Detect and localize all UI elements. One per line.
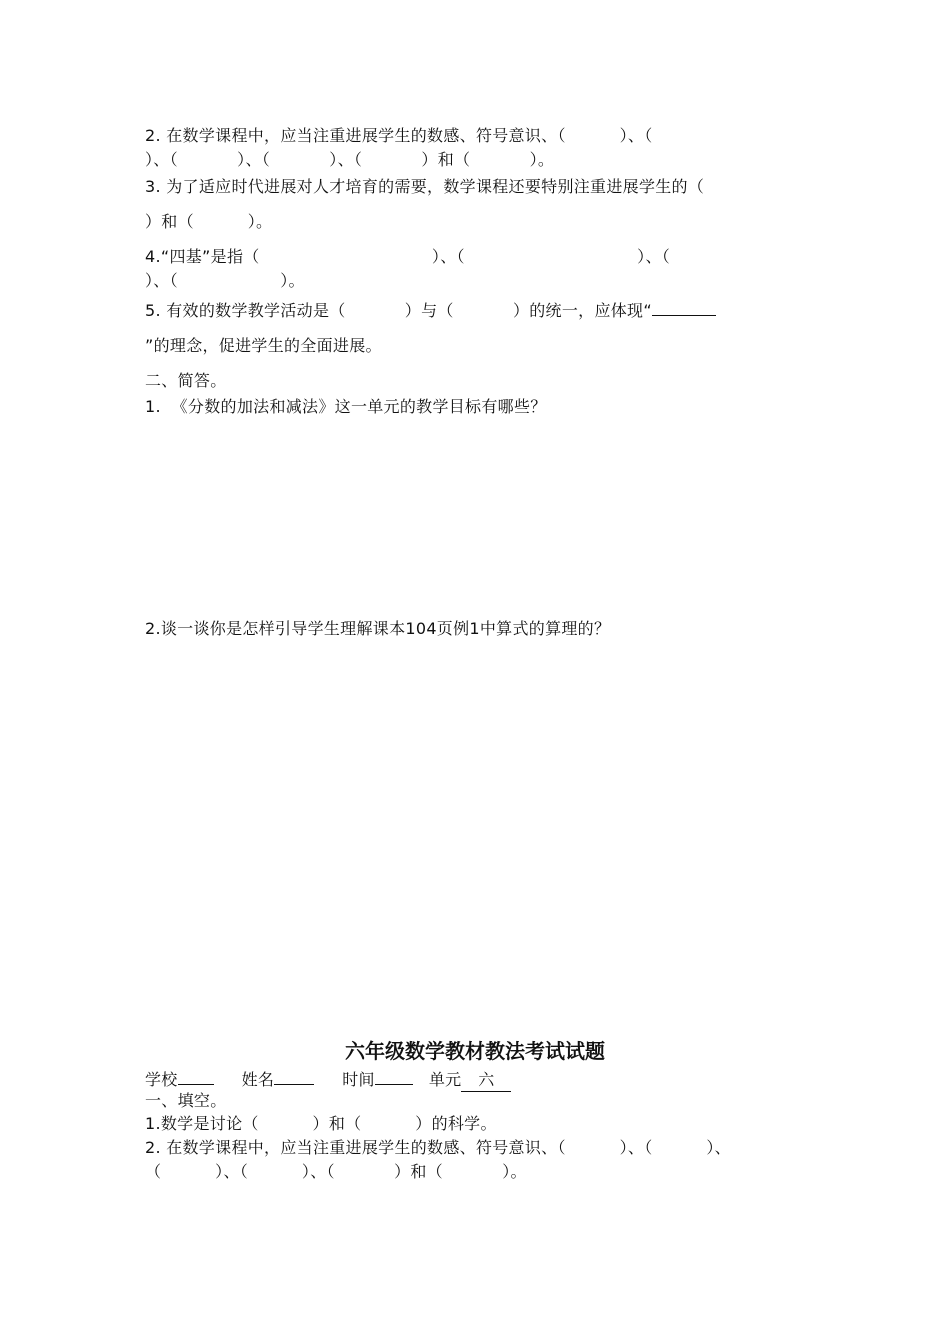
section-1-heading: 一、填空。: [145, 1091, 227, 1110]
unit-value: 六: [461, 1069, 511, 1092]
exam-title: 六年级数学教材教法考试试题: [345, 1039, 605, 1063]
exam-info-row: [145, 1066, 810, 1092]
question-3-line-1: 3. 为了适应时代进展对人才培育的需要，数学课程还要特别注重进展学生的（: [145, 177, 705, 196]
question-3-line-2: ）和（ ）。: [145, 212, 273, 231]
school-label: 学校: [145, 1070, 178, 1089]
exam-question-2-line-2: （ ）、（ ）、（ ）和（ ）。: [145, 1162, 527, 1181]
answer-blank-underline: [652, 297, 716, 316]
name-field: [242, 1066, 315, 1091]
school-blank: [178, 1066, 214, 1085]
question-2-line-1: 2. 在数学课程中，应当注重进展学生的数感、符号意识、（ ）、（: [145, 126, 653, 145]
short-answer-2: 2.谈一谈你是怎样引导学生理解课本104页例1中算式的算理的？: [145, 619, 611, 638]
short-answer-1: 1. 《分数的加法和减法》这一单元的教学目标有哪些？: [145, 397, 547, 416]
question-4-line-1: 4.“四基”是指（ ）、（ ）、（: [145, 247, 671, 266]
time-label: 时间: [342, 1070, 375, 1089]
question-5-text: 5. 有效的数学教学活动是（ ）与（ ）的统一，应体现“: [145, 301, 652, 320]
school-field: [145, 1066, 214, 1091]
name-label: 姓名: [241, 1070, 275, 1089]
question-2-line-2: ）、（ ）、（ ）、（ ）和（ ）。: [145, 150, 555, 169]
section-2-heading: 二、简答。: [145, 371, 227, 390]
question-5-line-1: [145, 297, 810, 322]
exam-question-2-line-1: 2. 在数学课程中，应当注重进展学生的数感、符号意识、（ ）、（ ）、: [145, 1138, 731, 1157]
question-5-line-2: ”的理念，促进学生的全面进展。: [145, 336, 382, 355]
time-blank: [375, 1066, 413, 1085]
unit-label: 单元: [428, 1070, 462, 1089]
question-4-line-2: ）、（ ）。: [145, 271, 305, 290]
time-field: [342, 1066, 413, 1091]
unit-field: [429, 1069, 512, 1092]
exam-question-1: 1.数学是讨论（ ）和（ ）的科学。: [145, 1114, 497, 1133]
name-blank: [274, 1066, 314, 1085]
